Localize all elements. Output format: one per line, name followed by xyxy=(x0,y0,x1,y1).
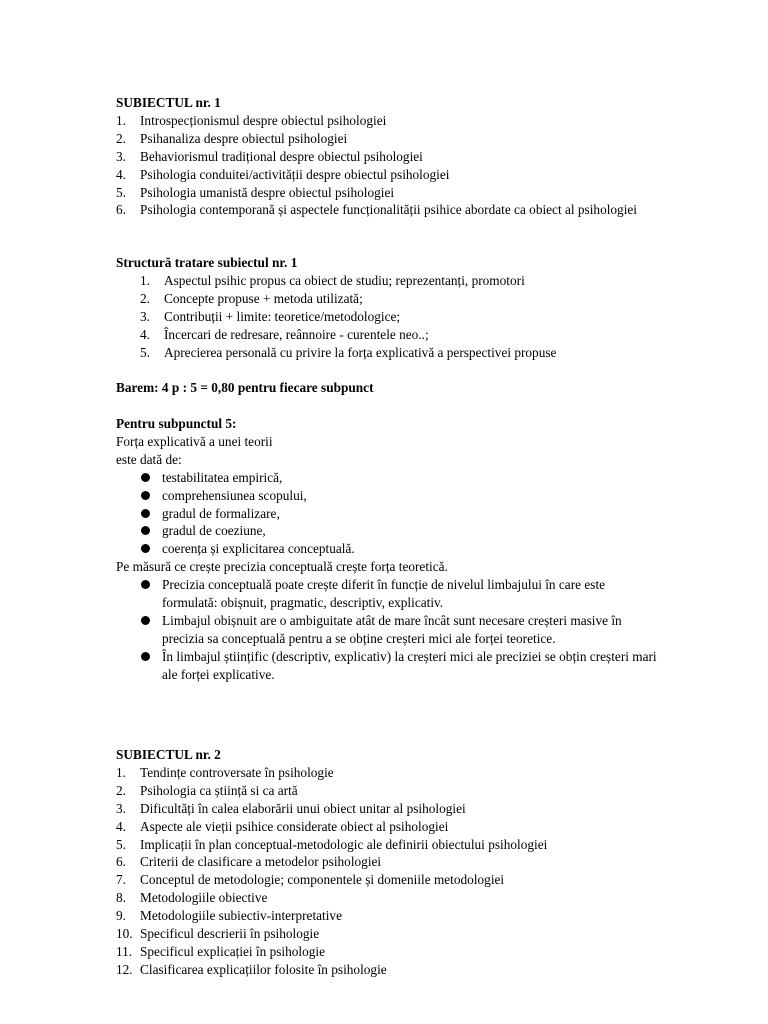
list-item: 2. Psihologia ca știință si ca artă xyxy=(116,782,298,798)
list-item: 2. Psihanaliza despre obiectul psihologiei xyxy=(116,130,348,146)
subject-1-list xyxy=(116,112,676,219)
subject-1-section xyxy=(116,94,676,219)
subject-2-title: SUBIECTUL nr. 2 xyxy=(116,747,221,762)
list-item: 5. Aprecierea personală cu privire la forța explicativă a perspectivei propuse xyxy=(140,344,557,360)
list-item: 10. Specificul descrierii în psihologie xyxy=(116,926,320,942)
subpoint-5-title: Pentru subpunctul 5: xyxy=(116,416,237,431)
list-item: 4. Aspecte ale vieții psihice considerate obiect al psihologiei xyxy=(116,818,449,834)
list-item: gradul de formalizare, xyxy=(140,505,676,523)
barem-line: Barem: 4 p : 5 = 0,80 pentru fiecare subpunct xyxy=(116,380,374,395)
list-item: gradul de coeziune, xyxy=(140,522,676,540)
list-item: 5. Psihologia umanistă despre obiectul psihologiei xyxy=(116,184,395,200)
bullet-icon xyxy=(141,616,150,625)
subject-1-title: SUBIECTUL nr. 1 xyxy=(116,95,221,110)
subject-2-section xyxy=(116,746,676,979)
list-item: 12. Clasificarea explicațiilor folosite în psihologie xyxy=(116,961,387,977)
list-item: 11. Specificul explicației în psihologie xyxy=(116,943,326,959)
list-item: 6. Psihologia contemporană și aspectele funcționalității psihice abordate ca obiect al psihologiei xyxy=(116,202,637,218)
subpoint-5-section xyxy=(116,415,676,684)
list-item: 6. Criterii de clasificare a metodelor psihologiei xyxy=(116,854,382,870)
bullet-icon xyxy=(141,526,150,535)
list-item: 3. Contribuții + limite: teoretice/metodologice; xyxy=(140,308,401,324)
list-item: 7. Conceptul de metodologie; componentele și domeniile metodologiei xyxy=(116,872,505,888)
list-item: 1. Aspectul psihic propus ca obiect de studiu; reprezentanți, promotori xyxy=(140,272,525,288)
precision-intro: Pe măsură ce crește precizia conceptuală crește forța teoretică. xyxy=(116,559,448,575)
list-item: 2. Concepte propuse + metoda utilizată; xyxy=(140,290,363,306)
list-item: 4. Psihologia conduitei/activității despre obiectul psihologiei xyxy=(116,166,450,182)
subpoint-5-line-2: este dată de: xyxy=(116,451,182,467)
list-item: 9. Metodologiile subiectiv-interpretative xyxy=(116,908,342,924)
bullet-icon xyxy=(141,652,150,661)
list-item: coerența și explicitarea conceptuală. xyxy=(140,540,676,558)
list-item: Limbajul obișnuit are o ambiguitate atât de mare încât sunt necesare creșteri masive în precizia sa conceptuală pentru a se obține creșteri mici ale forței teoretice. xyxy=(140,612,660,648)
structure-list xyxy=(140,272,676,362)
bullet-icon xyxy=(141,491,150,500)
list-item: 3. Behaviorismul tradițional despre obiectul psihologiei xyxy=(116,148,423,164)
bullet-icon xyxy=(141,509,150,518)
structure-title: Structură tratare subiectul nr. 1 xyxy=(116,255,298,270)
bullet-icon xyxy=(141,473,150,482)
list-item: 8. Metodologiile obiective xyxy=(116,890,268,906)
list-item: În limbajul științific (descriptiv, explicativ) la creșteri mici ale preciziei se obțin creșteri mari ale forței explicative. xyxy=(140,648,660,684)
list-item: comprehensiunea scopului, xyxy=(140,487,676,505)
list-item: Precizia conceptuală poate crește diferit în funcție de nivelul limbajului în care este formulată: obișnuit, pragmatic, descriptiv, explicativ. xyxy=(140,576,660,612)
subpoint-5-line-1: Forța explicativă a unei teorii xyxy=(116,433,273,449)
points-list xyxy=(140,576,660,683)
list-item: 1. Introspecționismul despre obiectul psihologiei xyxy=(116,112,387,128)
list-item: 3. Dificultăți în calea elaborării unui obiect unitar al psihologiei xyxy=(116,800,466,816)
structure-section xyxy=(116,254,676,361)
list-item: 4. Încercari de redresare, reânnoire - curentele neo..; xyxy=(140,326,429,342)
list-item: 1. Tendințe controversate în psihologie xyxy=(116,764,334,780)
factors-list xyxy=(140,469,676,559)
subject-2-list xyxy=(116,764,676,979)
list-item: testabilitatea empirică, xyxy=(140,469,676,487)
bullet-icon xyxy=(141,544,150,553)
bullet-icon xyxy=(141,580,150,589)
list-item: 5. Implicații în plan conceptual-metodologic ale definirii obiectului psihologiei xyxy=(116,836,548,852)
